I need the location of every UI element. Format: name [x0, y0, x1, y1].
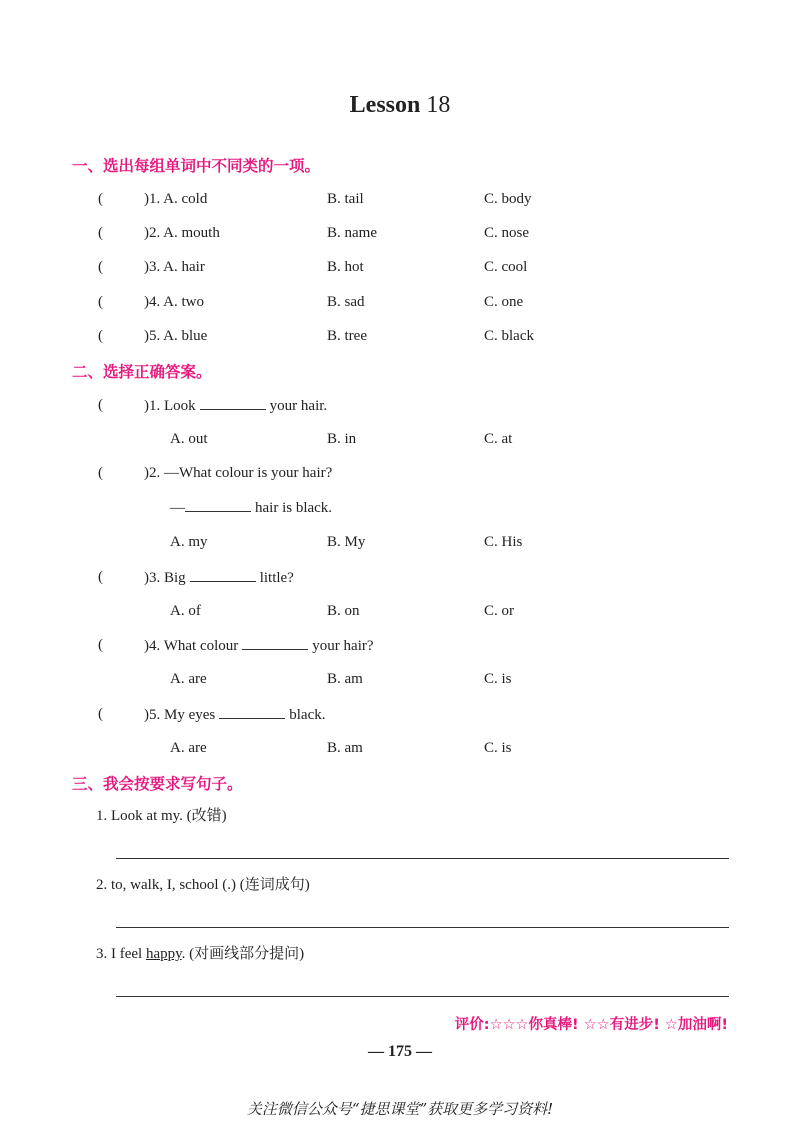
option-c: C. at [484, 431, 513, 447]
section3-heading: 三、我会按要求写句子。 [72, 775, 243, 793]
answer-paren: ( [98, 569, 103, 585]
option-b: B. My [327, 534, 366, 550]
page-title: Lesson 18 [349, 92, 451, 118]
option-c: C. nose [484, 225, 529, 241]
section2-heading: 二、选择正确答案。 [72, 363, 212, 381]
question-stem: )1. Look your hair. [144, 395, 327, 416]
option-c: C. is [484, 671, 512, 687]
option-b: B. am [327, 740, 363, 756]
question-stem-line2: — hair is black. [170, 497, 332, 518]
sentence-task-2: 2. to, walk, I, school (.) (连词成句) [96, 877, 310, 893]
option-b: B. hot [327, 259, 364, 275]
sentence-task-1: 1. Look at my. (改错) [96, 808, 227, 824]
question-stem: )4. What colour your hair? [144, 635, 374, 656]
option-b: B. in [327, 431, 357, 447]
answer-blank [219, 704, 285, 719]
option-a: A. are [170, 740, 207, 756]
option-a: )5. A. blue [144, 328, 208, 344]
footer-note: 关注微信公众号“捷思课堂”获取更多学习资料! [246, 1100, 554, 1118]
option-b: B. tree [327, 328, 367, 344]
option-b: B. name [327, 225, 377, 241]
question-stem: )2. —What colour is your hair? [144, 465, 333, 481]
option-b: B. sad [327, 294, 365, 310]
option-c: C. one [484, 294, 524, 310]
page-number: — 175 — [368, 1043, 432, 1060]
option-c: C. black [484, 328, 534, 344]
answer-line-1 [116, 858, 729, 859]
answer-paren: ( [98, 191, 103, 207]
option-c: C. body [484, 191, 532, 207]
answer-line-2 [116, 927, 729, 928]
option-c: C. His [484, 534, 523, 550]
answer-blank [200, 395, 266, 410]
option-c: C. or [484, 603, 514, 619]
answer-paren: ( [98, 225, 103, 241]
answer-paren: ( [98, 294, 103, 310]
answer-paren: ( [98, 397, 103, 413]
answer-paren: ( [98, 465, 103, 481]
question-stem: )5. My eyes black. [144, 704, 325, 725]
underlined-word: happy [145, 946, 182, 962]
option-b: B. on [327, 603, 360, 619]
option-a: )4. A. two [144, 294, 204, 310]
option-a: A. are [170, 671, 207, 687]
sentence-task-3: 3. I feel happy. (对画线部分提问) [96, 946, 305, 962]
section1-heading: 一、选出每组单词中不同类的一项。 [72, 157, 321, 175]
answer-blank [185, 497, 251, 512]
answer-paren: ( [98, 328, 103, 344]
option-a: A. of [170, 603, 201, 619]
answer-paren: ( [98, 706, 103, 722]
option-a: A. out [170, 431, 208, 447]
option-b: B. am [327, 671, 363, 687]
answer-paren: ( [98, 259, 103, 275]
answer-blank [190, 567, 256, 582]
option-a: )3. A. hair [144, 259, 205, 275]
answer-line-3 [116, 996, 729, 997]
option-b: B. tail [327, 191, 364, 207]
rating-line: 评价:☆☆☆你真棒! ☆☆有进步! ☆加油啊! [454, 1017, 728, 1033]
question-stem: )3. Big little? [144, 567, 294, 588]
option-c: C. is [484, 740, 512, 756]
answer-paren: ( [98, 637, 103, 653]
option-a: )1. A. cold [144, 191, 208, 207]
option-a: )2. A. mouth [144, 225, 220, 241]
option-a: A. my [170, 534, 208, 550]
answer-blank [242, 635, 308, 650]
option-c: C. cool [484, 259, 528, 275]
